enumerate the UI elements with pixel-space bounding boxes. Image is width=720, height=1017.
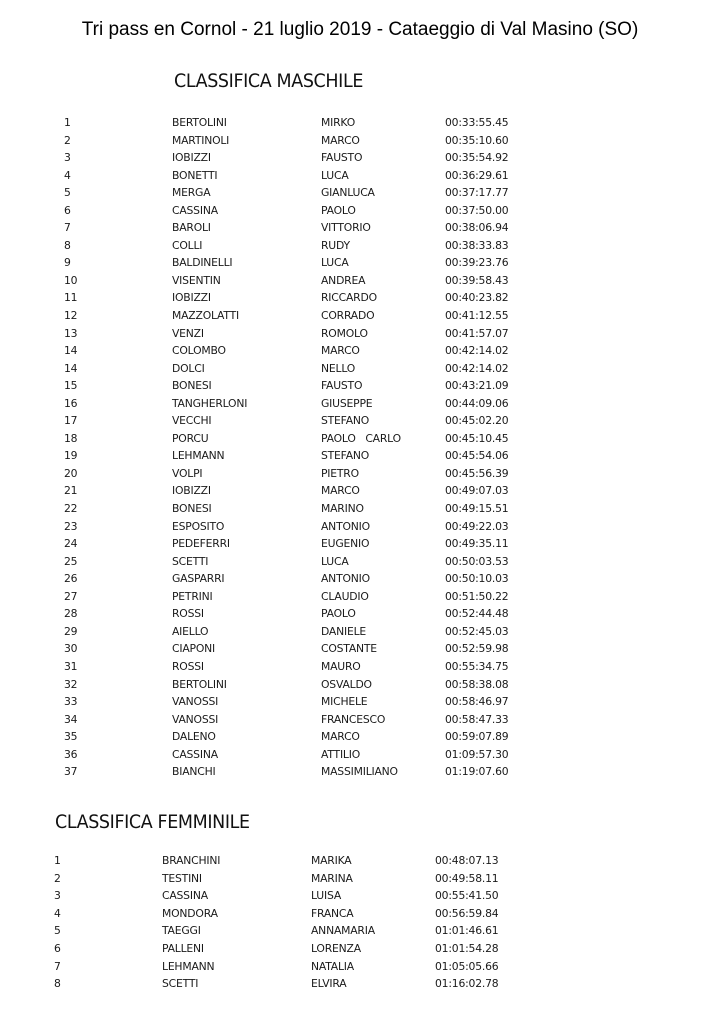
surname-cell: BALDINELLI xyxy=(172,256,233,270)
rank-cell: 26 xyxy=(64,572,78,586)
time-cell: 00:37:17.77 xyxy=(445,186,509,200)
first-name-cell: LUCA xyxy=(321,256,349,270)
first-name-cell: MAURO xyxy=(321,659,361,673)
rank-cell: 8 xyxy=(64,238,71,252)
time-cell: 01:01:46.61 xyxy=(435,924,499,938)
table-row xyxy=(0,134,720,152)
surname-cell: GASPARRI xyxy=(172,572,225,586)
first-name-cell: GIANLUCA xyxy=(321,186,375,200)
table-row xyxy=(0,960,720,978)
first-name-cell: NATALIA xyxy=(311,959,354,973)
rank-cell: 10 xyxy=(64,273,78,287)
table-row xyxy=(0,151,720,169)
table-row xyxy=(0,765,720,783)
table-row xyxy=(0,607,720,625)
surname-cell: BONESI xyxy=(172,379,212,393)
surname-cell: IOBIZZI xyxy=(172,151,211,165)
time-cell: 01:19:07.60 xyxy=(445,765,509,779)
table-row xyxy=(0,555,720,573)
rank-cell: 30 xyxy=(64,642,78,656)
rank-cell: 9 xyxy=(64,256,71,270)
rank-cell: 28 xyxy=(64,607,78,621)
rank-cell: 21 xyxy=(64,484,78,498)
first-name-cell: ROMOLO xyxy=(321,326,368,340)
first-name-cell: COSTANTE xyxy=(321,642,377,656)
rank-cell: 14 xyxy=(64,361,78,375)
first-name-cell: MASSIMILIANO xyxy=(321,765,398,779)
surname-cell: VANOSSI xyxy=(172,695,219,709)
table-row xyxy=(0,854,720,872)
rank-cell: 12 xyxy=(64,309,78,323)
surname-cell: ESPOSITO xyxy=(172,519,225,533)
surname-cell: CASSINA xyxy=(172,203,218,217)
surname-cell: VECCHI xyxy=(172,414,212,428)
surname-cell: CIAPONI xyxy=(172,642,215,656)
surname-cell: BRANCHINI xyxy=(162,854,221,867)
first-name-cell: FAUSTO xyxy=(321,379,363,393)
rank-cell: 6 xyxy=(54,941,61,955)
women-ranking-table xyxy=(0,854,720,995)
first-name-cell: GIUSEPPE xyxy=(321,396,373,410)
rank-cell: 33 xyxy=(64,695,78,709)
rank-cell: 18 xyxy=(64,431,78,445)
time-cell: 00:44:09.06 xyxy=(445,396,509,410)
table-row xyxy=(0,309,720,327)
rank-cell: 5 xyxy=(64,186,71,200)
table-row xyxy=(0,239,720,257)
rank-cell: 22 xyxy=(64,502,78,516)
rank-cell: 8 xyxy=(54,977,61,991)
time-cell: 00:55:41.50 xyxy=(435,889,499,903)
surname-cell: COLOMBO xyxy=(172,344,226,358)
first-name-cell: ANTONIO xyxy=(321,519,370,533)
time-cell: 00:38:06.94 xyxy=(445,221,509,235)
rank-cell: 7 xyxy=(64,221,71,235)
table-row xyxy=(0,520,720,538)
rank-cell: 19 xyxy=(64,449,78,463)
surname-cell: VANOSSI xyxy=(172,712,219,726)
time-cell: 00:39:58.43 xyxy=(445,273,509,287)
rank-cell: 13 xyxy=(64,326,78,340)
time-cell: 00:39:23.76 xyxy=(445,256,509,270)
time-cell: 01:16:02.78 xyxy=(435,977,499,991)
table-row xyxy=(0,432,720,450)
table-row xyxy=(0,256,720,274)
table-row xyxy=(0,362,720,380)
rank-cell: 6 xyxy=(64,203,71,217)
time-cell: 00:37:50.00 xyxy=(445,203,509,217)
time-cell: 01:09:57.30 xyxy=(445,747,509,761)
first-name-cell: EUGENIO xyxy=(321,537,370,551)
first-name-cell: STEFANO xyxy=(321,449,370,463)
table-row xyxy=(0,379,720,397)
rank-cell: 29 xyxy=(64,624,78,638)
surname-cell: PORCU xyxy=(172,431,209,445)
first-name-cell: ELVIRA xyxy=(311,977,347,991)
rank-cell: 37 xyxy=(64,765,78,779)
time-cell: 00:42:14.02 xyxy=(445,344,509,358)
rank-cell: 16 xyxy=(64,396,78,410)
surname-cell: MAZZOLATTI xyxy=(172,309,239,323)
first-name-cell: MARCO xyxy=(321,484,360,498)
time-cell: 00:36:29.61 xyxy=(445,168,509,182)
rank-cell: 32 xyxy=(64,677,78,691)
time-cell: 00:52:59.98 xyxy=(445,642,509,656)
surname-cell: VISENTIN xyxy=(172,273,221,287)
rank-cell: 36 xyxy=(64,747,78,761)
table-row xyxy=(0,484,720,502)
table-row xyxy=(0,695,720,713)
rank-cell: 3 xyxy=(64,151,71,165)
surname-cell: MERGA xyxy=(172,186,211,200)
surname-cell: DALENO xyxy=(172,730,216,744)
surname-cell: BERTOLINI xyxy=(172,677,227,691)
first-name-cell: LUCA xyxy=(321,554,349,568)
time-cell: 00:58:38.08 xyxy=(445,677,509,691)
table-row xyxy=(0,678,720,696)
rank-cell: 11 xyxy=(64,291,78,305)
surname-cell: AIELLO xyxy=(172,624,209,638)
first-name-cell: FRANCA xyxy=(311,906,354,920)
surname-cell: BONESI xyxy=(172,502,212,516)
table-row xyxy=(0,537,720,555)
first-name-cell: OSVALDO xyxy=(321,677,372,691)
surname-cell: MONDORA xyxy=(162,906,218,920)
rank-cell: 2 xyxy=(54,871,61,885)
men-ranking-table xyxy=(0,116,720,783)
rank-cell: 14 xyxy=(64,344,78,358)
surname-cell: BERTOLINI xyxy=(172,116,227,129)
table-row xyxy=(0,730,720,748)
table-row xyxy=(0,713,720,731)
surname-cell: VENZI xyxy=(172,326,204,340)
surname-cell: BONETTI xyxy=(172,168,218,182)
time-cell: 00:49:15.51 xyxy=(445,502,509,516)
rank-cell: 1 xyxy=(64,116,71,129)
rank-cell: 3 xyxy=(54,889,61,903)
first-name-cell: MARCO xyxy=(321,133,360,147)
rank-cell: 24 xyxy=(64,537,78,551)
first-name-cell: LUISA xyxy=(311,889,342,903)
rank-cell: 23 xyxy=(64,519,78,533)
first-name-cell: ANNAMARIA xyxy=(311,924,375,938)
first-name-cell: LORENZA xyxy=(311,941,361,955)
surname-cell: CASSINA xyxy=(162,889,208,903)
table-row xyxy=(0,169,720,187)
rank-cell: 7 xyxy=(54,959,61,973)
time-cell: 00:42:14.02 xyxy=(445,361,509,375)
table-row xyxy=(0,942,720,960)
first-name-cell: ATTILIO xyxy=(321,747,361,761)
first-name-cell: MICHELE xyxy=(321,695,368,709)
surname-cell: IOBIZZI xyxy=(172,291,211,305)
first-name-cell: PAOLO CARLO xyxy=(321,431,401,445)
surname-cell: LEHMANN xyxy=(172,449,225,463)
surname-cell: CASSINA xyxy=(172,747,218,761)
surname-cell: PEDEFERRI xyxy=(172,537,230,551)
time-cell: 00:35:54.92 xyxy=(445,151,509,165)
time-cell: 00:52:44.48 xyxy=(445,607,509,621)
surname-cell: PALLENI xyxy=(162,941,204,955)
first-name-cell: CORRADO xyxy=(321,309,375,323)
women-ranking-heading: CLASSIFICA FEMMINILE xyxy=(55,811,250,833)
surname-cell: PETRINI xyxy=(172,589,213,603)
time-cell: 00:51:50.22 xyxy=(445,589,509,603)
rank-cell: 15 xyxy=(64,379,78,393)
table-row xyxy=(0,221,720,239)
time-cell: 01:05:05.66 xyxy=(435,959,499,973)
table-row xyxy=(0,502,720,520)
surname-cell: TANGHERLONI xyxy=(172,396,248,410)
table-row xyxy=(0,642,720,660)
first-name-cell: MARINA xyxy=(311,871,353,885)
surname-cell: SCETTI xyxy=(172,554,209,568)
first-name-cell: MARCO xyxy=(321,344,360,358)
time-cell: 00:55:34.75 xyxy=(445,659,509,673)
surname-cell: LEHMANN xyxy=(162,959,215,973)
first-name-cell: LUCA xyxy=(321,168,349,182)
rank-cell: 20 xyxy=(64,466,78,480)
time-cell: 00:33:55.45 xyxy=(445,116,509,129)
surname-cell: DOLCI xyxy=(172,361,205,375)
time-cell: 00:45:02.20 xyxy=(445,414,509,428)
time-cell: 00:49:07.03 xyxy=(445,484,509,498)
first-name-cell: PIETRO xyxy=(321,466,359,480)
table-row xyxy=(0,344,720,362)
rank-cell: 4 xyxy=(64,168,71,182)
time-cell: 00:38:33.83 xyxy=(445,238,509,252)
surname-cell: VOLPI xyxy=(172,466,203,480)
time-cell: 01:01:54.28 xyxy=(435,941,499,955)
time-cell: 00:43:21.09 xyxy=(445,379,509,393)
time-cell: 00:58:47.33 xyxy=(445,712,509,726)
table-row xyxy=(0,116,720,134)
first-name-cell: STEFANO xyxy=(321,414,370,428)
table-row xyxy=(0,590,720,608)
table-row xyxy=(0,977,720,995)
table-row xyxy=(0,186,720,204)
table-row xyxy=(0,449,720,467)
time-cell: 00:45:54.06 xyxy=(445,449,509,463)
rank-cell: 31 xyxy=(64,659,78,673)
table-row xyxy=(0,748,720,766)
table-row xyxy=(0,274,720,292)
men-ranking-heading: CLASSIFICA MASCHILE xyxy=(174,70,364,92)
first-name-cell: DANIELE xyxy=(321,624,367,638)
first-name-cell: FRANCESCO xyxy=(321,712,386,726)
time-cell: 00:56:59.84 xyxy=(435,906,499,920)
surname-cell: SCETTI xyxy=(162,977,199,991)
first-name-cell: ANDREA xyxy=(321,273,366,287)
table-row xyxy=(0,414,720,432)
rank-cell: 4 xyxy=(54,906,61,920)
rank-cell: 17 xyxy=(64,414,78,428)
surname-cell: IOBIZZI xyxy=(172,484,211,498)
first-name-cell: ANTONIO xyxy=(321,572,370,586)
time-cell: 00:45:10.45 xyxy=(445,431,509,445)
table-row xyxy=(0,872,720,890)
table-row xyxy=(0,327,720,345)
first-name-cell: CLAUDIO xyxy=(321,589,369,603)
first-name-cell: MARIKA xyxy=(311,854,352,867)
first-name-cell: FAUSTO xyxy=(321,151,363,165)
surname-cell: COLLI xyxy=(172,238,203,252)
first-name-cell: RICCARDO xyxy=(321,291,377,305)
first-name-cell: RUDY xyxy=(321,238,350,252)
surname-cell: BAROLI xyxy=(172,221,211,235)
time-cell: 00:59:07.89 xyxy=(445,730,509,744)
time-cell: 00:48:07.13 xyxy=(435,854,499,867)
table-row xyxy=(0,889,720,907)
table-row xyxy=(0,625,720,643)
time-cell: 00:49:35.11 xyxy=(445,537,509,551)
surname-cell: ROSSI xyxy=(172,607,204,621)
first-name-cell: MARCO xyxy=(321,730,360,744)
time-cell: 00:49:22.03 xyxy=(445,519,509,533)
time-cell: 00:41:12.55 xyxy=(445,309,509,323)
rank-cell: 35 xyxy=(64,730,78,744)
time-cell: 00:58:46.97 xyxy=(445,695,509,709)
page-title: Tri pass en Cornol - 21 luglio 2019 - Cataeggio di Val Masino (SO) xyxy=(81,19,639,40)
rank-cell: 1 xyxy=(54,854,61,867)
table-row xyxy=(0,572,720,590)
rank-cell: 34 xyxy=(64,712,78,726)
surname-cell: BIANCHI xyxy=(172,765,216,779)
surname-cell: TESTINI xyxy=(162,871,202,885)
first-name-cell: MIRKO xyxy=(321,116,355,129)
first-name-cell: NELLO xyxy=(321,361,356,375)
first-name-cell: MARINO xyxy=(321,502,364,516)
table-row xyxy=(0,907,720,925)
surname-cell: TAEGGI xyxy=(162,924,201,938)
table-row xyxy=(0,291,720,309)
rank-cell: 25 xyxy=(64,554,78,568)
time-cell: 00:50:10.03 xyxy=(445,572,509,586)
time-cell: 00:49:58.11 xyxy=(435,871,499,885)
table-row xyxy=(0,204,720,222)
first-name-cell: VITTORIO xyxy=(321,221,371,235)
surname-cell: MARTINOLI xyxy=(172,133,230,147)
time-cell: 00:40:23.82 xyxy=(445,291,509,305)
table-row xyxy=(0,924,720,942)
rank-cell: 2 xyxy=(64,133,71,147)
table-row xyxy=(0,660,720,678)
time-cell: 00:35:10.60 xyxy=(445,133,509,147)
rank-cell: 27 xyxy=(64,589,78,603)
time-cell: 00:41:57.07 xyxy=(445,326,509,340)
time-cell: 00:50:03.53 xyxy=(445,554,509,568)
time-cell: 00:52:45.03 xyxy=(445,624,509,638)
table-row xyxy=(0,467,720,485)
first-name-cell: PAOLO xyxy=(321,607,356,621)
table-row xyxy=(0,397,720,415)
time-cell: 00:45:56.39 xyxy=(445,466,509,480)
surname-cell: ROSSI xyxy=(172,659,204,673)
rank-cell: 5 xyxy=(54,924,61,938)
first-name-cell: PAOLO xyxy=(321,203,356,217)
